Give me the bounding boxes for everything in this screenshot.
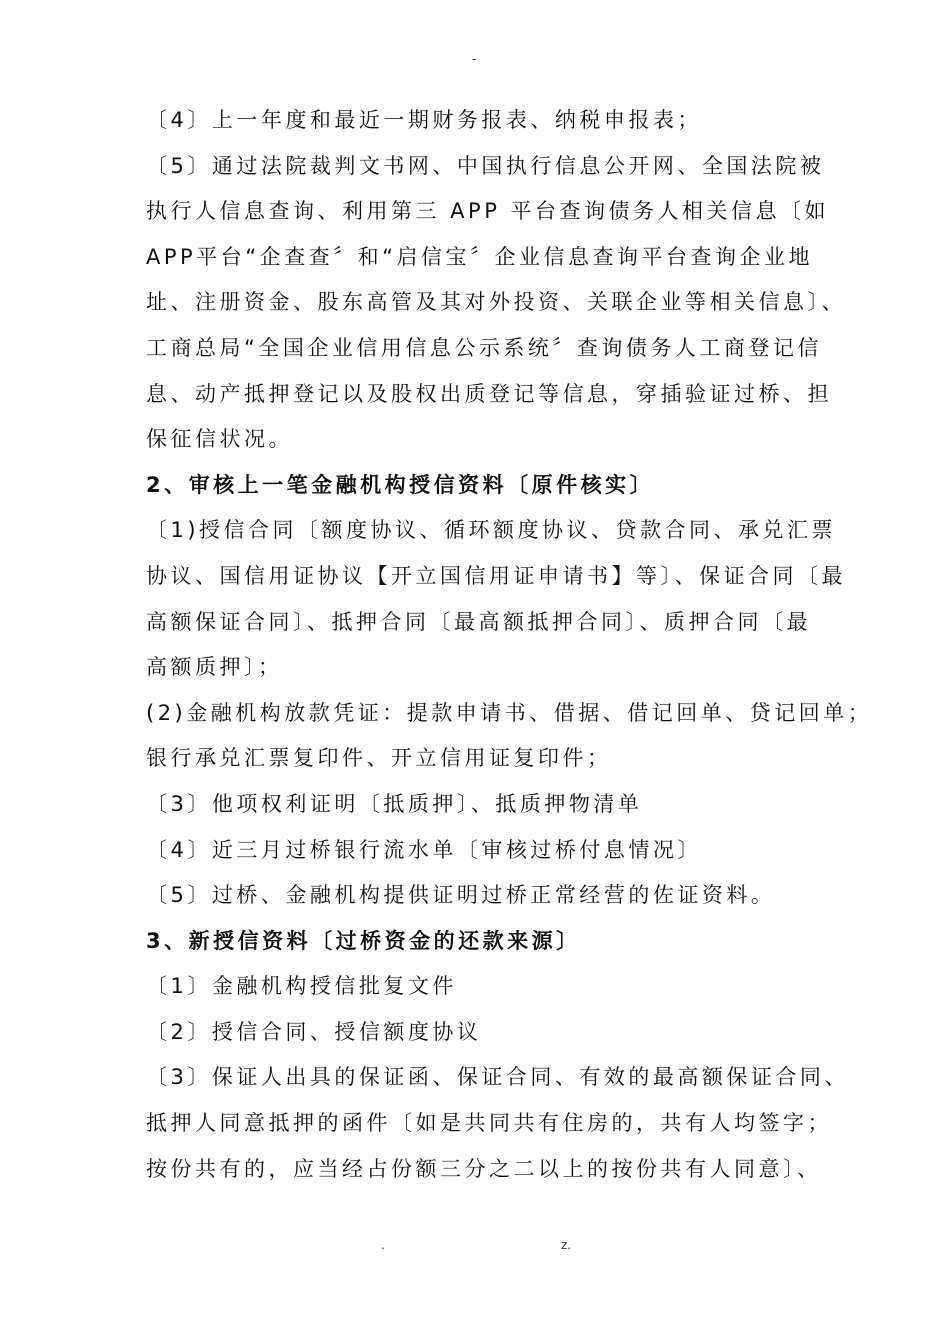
text-line: 〔2〕授信合同、授信额度协议 — [146, 1019, 482, 1044]
page-footer-right-mark: z. — [561, 1238, 572, 1252]
section-heading: 3、新授信资料〔过桥资金的还款来源〕 — [146, 928, 581, 953]
text-line: 〔4〕近三月过桥银行流水单〔审核过桥付息情况〕 — [146, 837, 702, 862]
text-line: 〔1)授信合同〔额度协议、循环额度协议、贷款合同、承兑汇票 — [146, 518, 837, 543]
page-header-mark: - — [472, 52, 477, 66]
document-body — [146, 98, 873, 1192]
text-line: 按份共有的，应当经占份额三分之二以上的按份共有人同意〕、 — [146, 1156, 822, 1181]
text-line: 〔3〕保证人出具的保证函、保证合同、有效的最高额保证合同、 — [146, 1065, 849, 1090]
text-line: 〔4〕上一年度和最近一期财务报表、纳税申报表； — [146, 108, 702, 132]
text-line: 高额保证合同〕、抵押合同〔最高额抵押合同〕、质押合同〔最 — [146, 609, 811, 634]
text-line: APP平台“企查查〞和“启信宝〞企业信息查询平台查询企业地 — [146, 244, 813, 269]
page-footer-left-mark: . — [381, 1238, 385, 1252]
text-line: 址、注册资金、股东高管及其对外投资、关联企业等相关信息〕、 — [146, 290, 846, 315]
text-line: 执行人信息查询、利用第三 APP 平台查询债务人相关信息〔如 — [146, 199, 830, 224]
text-line: 〔5〕过桥、金融机构提供证明过桥正常经营的佐证资料。 — [146, 883, 776, 908]
text-line: 保征信状况。 — [146, 427, 293, 452]
text-line: 〔5〕通过法院裁判文书网、中国执行信息公开网、全国法院被 — [146, 153, 825, 178]
text-line: 协议、国信用证协议【开立国信用证申请书】等〕、保证合同〔最 — [146, 563, 846, 588]
text-line: 〔1〕金融机构授信批复文件 — [146, 974, 457, 999]
text-line: 抵押人同意抵押的函件〔如是共同共有住房的，共有人均签字； — [146, 1111, 832, 1136]
text-line: 息、动产抵押登记以及股权出质登记等信息，穿插验证过桥、担 — [146, 381, 832, 406]
text-line: 〔3〕他项权利证明〔抵质押〕、抵质押物清单 — [146, 791, 643, 816]
text-line: 工商总局“全国企业信用信息公示系统〞查询债务人工商登记信 — [146, 335, 822, 360]
section-heading: 2、审核上一笔金融机构授信资料〔原件核实〕 — [146, 472, 655, 497]
text-line: 银行承兑汇票复印件、开立信用证复印件； — [146, 746, 612, 771]
text-line: (2)金融机构放款凭证：提款申请书、借据、借记回单、贷记回单； — [146, 700, 873, 725]
text-line: 高额质押〕； — [146, 655, 283, 680]
